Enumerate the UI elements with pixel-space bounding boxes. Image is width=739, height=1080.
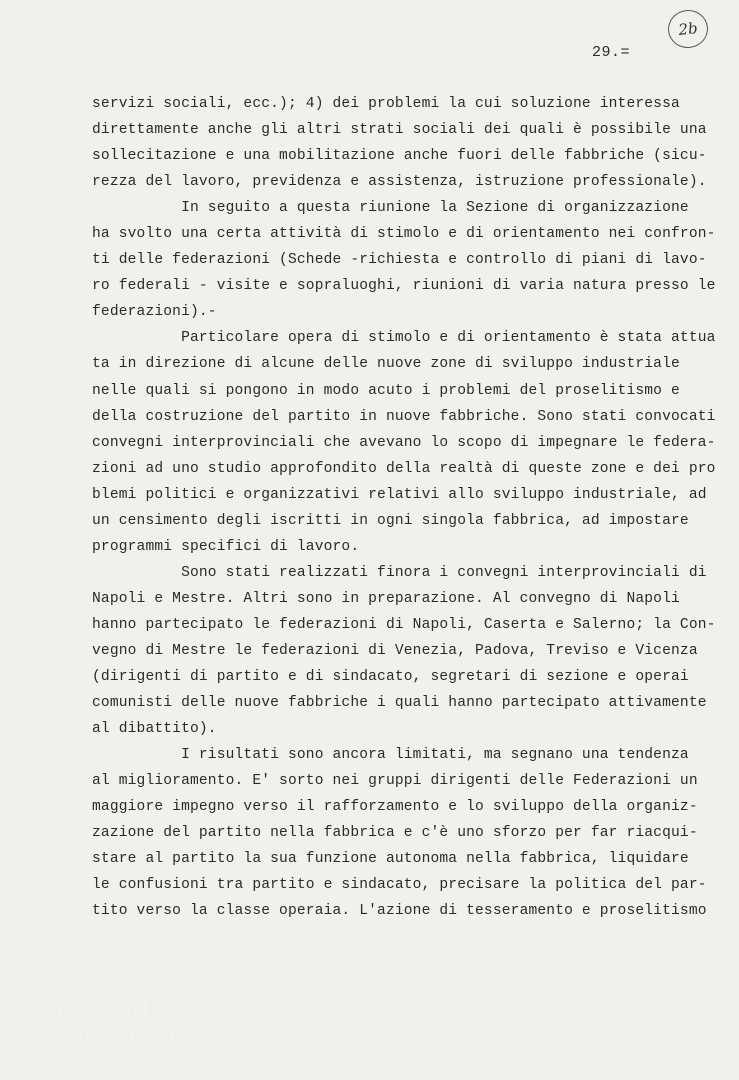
text-line: comunisti delle nuove fabbriche i quali hanno partecipato attivamente [92, 695, 707, 712]
text-line: In seguito a questa riunione la Sezione di organizzazione [92, 200, 689, 217]
text-line: stare al partito la sua funzione autonoma nella fabbrica, liquidare [92, 851, 689, 868]
text-line: blemi politici e organizzativi relativi allo sviluppo industriale, ad [92, 486, 707, 503]
text-line: maggiore impegno verso il rafforzamento e lo sviluppo della organiz- [92, 799, 698, 816]
text-line: al dibattito). [92, 721, 217, 738]
text-line: nelle quali si pongono in modo acuto i problemi del proselitismo e [92, 382, 680, 399]
text-line: zioni ad uno studio approfondito della realtà di queste zone e dei pro [92, 460, 716, 477]
page-number: 29.= [592, 44, 631, 61]
archive-stamp [666, 8, 710, 50]
text-line: direttamente anche gli altri strati sociali dei quali è possibile una [92, 122, 707, 139]
text-line: programmi specifici di lavoro. [92, 538, 360, 555]
text-line: ro federali - visite e sopraluoghi, riunioni di varia natura presso le [92, 278, 716, 295]
text-line: servizi sociali, ecc.); 4) dei problemi la cui soluzione interessa [92, 96, 680, 112]
text-line: ha svolto una certa attività di stimolo e di orientamento nei confron- [92, 226, 716, 243]
text-line: tito verso la classe operaia. L'azione di tesseramento e proselitismo [92, 903, 707, 920]
text-line: zazione del partito nella fabbrica e c'è uno sforzo per far riacqui- [92, 825, 698, 842]
text-line: ti delle federazioni (Schede -richiesta e controllo di piani di lavo- [92, 252, 707, 269]
text-line: Sono stati realizzati finora i convegni interprovinciali di [92, 564, 707, 581]
text-line: ta in direzione di alcune delle nuove zone di sviluppo industriale [92, 356, 680, 373]
text-line: convegni interprovinciali che avevano lo scopo di impegnare le federa- [92, 434, 716, 451]
text-line: I risultati sono ancora limitati, ma segnano una tendenza [92, 747, 689, 764]
text-line: federazioni).- [92, 304, 217, 321]
text-line: hanno partecipato le federazioni di Napoli, Caserta e Salerno; la Con- [92, 616, 716, 633]
text-line: sollecitazione e una mobilitazione anche fuori delle fabbriche (sicu- [92, 148, 707, 165]
text-line: (dirigenti di partito e di sindacato, segretari di sezione e operai [92, 669, 689, 686]
text-line: vegno di Mestre le federazioni di Venezia, Padova, Treviso e Vicenza [92, 642, 698, 659]
text-line: Particolare opera di stimolo e di orientamento è stata attua [92, 330, 716, 347]
watermark-line-2: GRAMSCI [66, 1022, 177, 1046]
text-line: un censimento degli iscritti in ogni singola fabbrica, ad impostare [92, 512, 689, 529]
archive-stamp-text: 2b [677, 19, 699, 39]
text-line: al miglioramento. E' sorto nei gruppi dirigenti delle Federazioni un [92, 773, 698, 790]
text-line: Napoli e Mestre. Altri sono in preparazione. Al convegno di Napoli [92, 590, 680, 607]
text-line: le confusioni tra partito e sindacato, precisare la politica del par- [92, 877, 707, 894]
text-line: della costruzione del partito in nuove fabbriche. Sono stati convocati [92, 408, 716, 425]
foundation-watermark [6, 1000, 206, 1044]
text-line: rezza del lavoro, previdenza e assistenza, istruzione professionale). [92, 174, 707, 191]
watermark-line-1: FONDAZIONE [6, 998, 165, 1022]
body-text [92, 91, 716, 925]
